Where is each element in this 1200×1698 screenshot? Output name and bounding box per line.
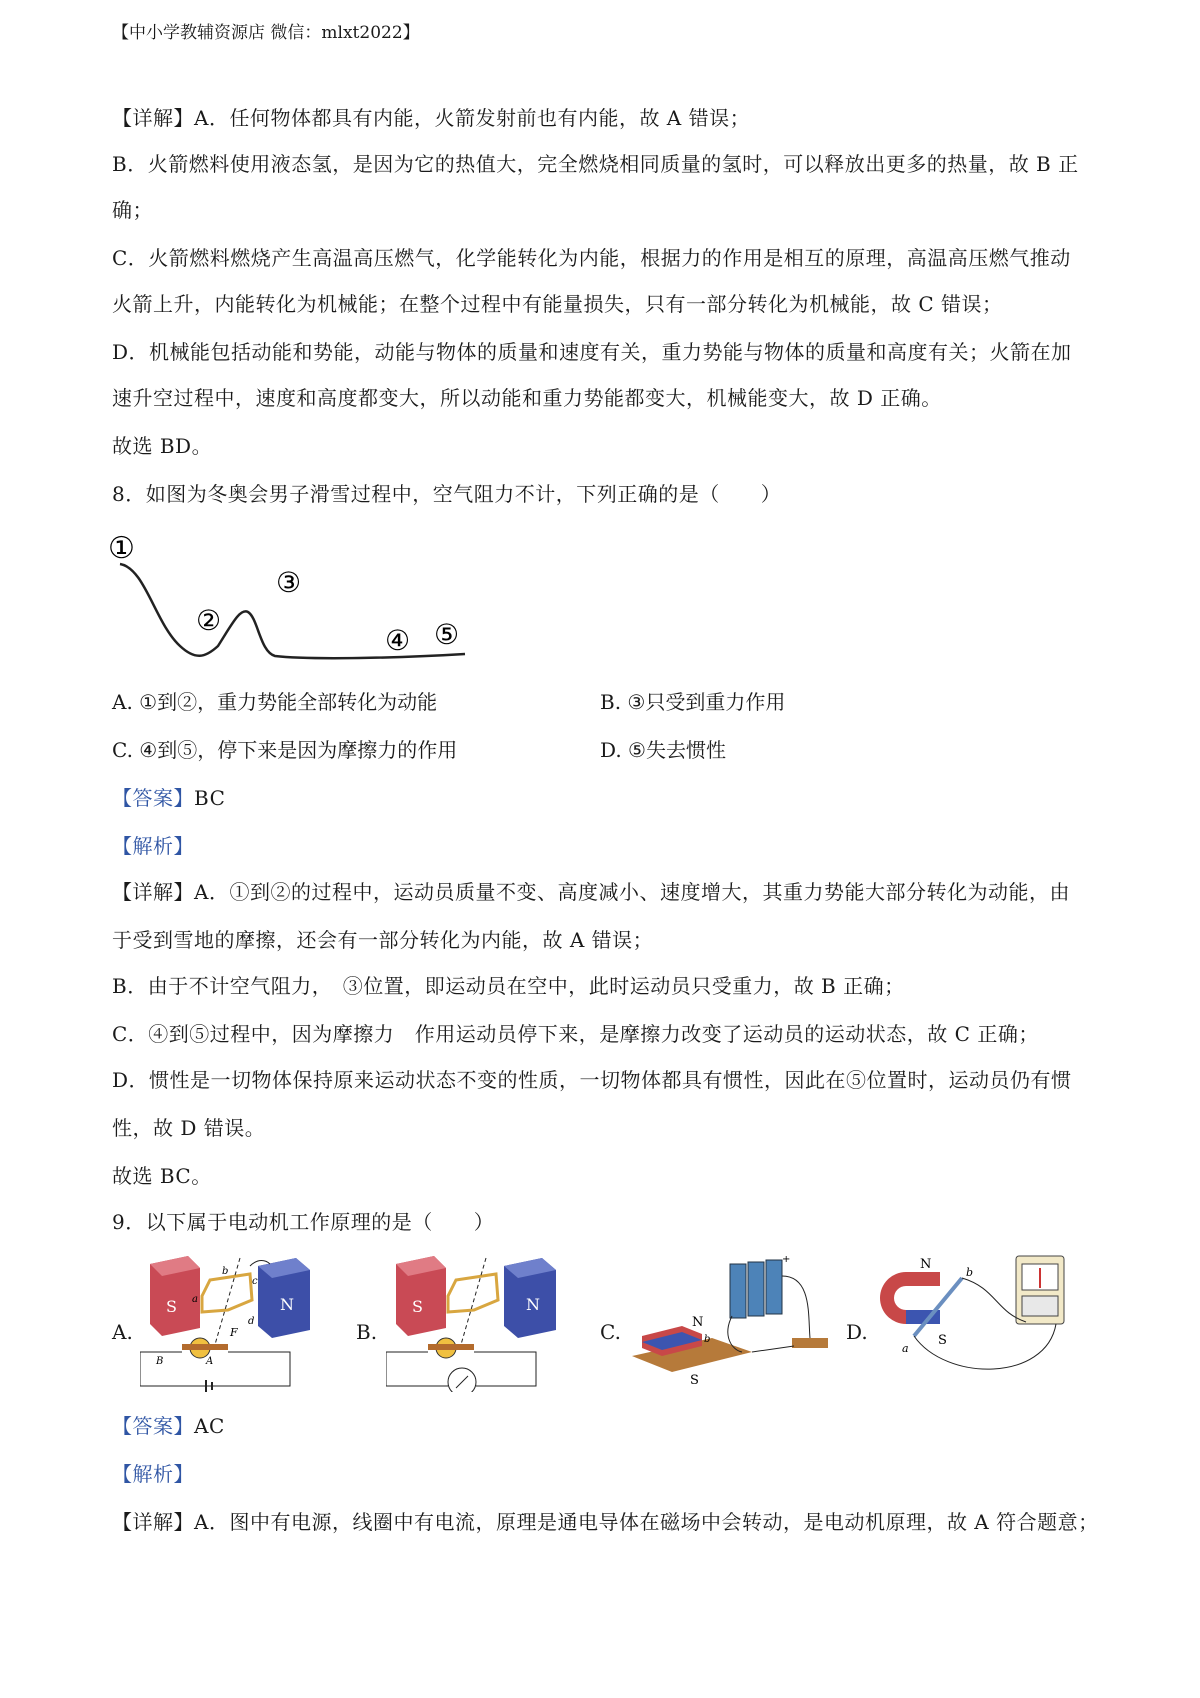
q7-detail-b-line2: 确；	[112, 198, 153, 222]
q8-option-b[interactable]: B. ③只受到重力作用	[600, 690, 786, 714]
d-s-label: S	[938, 1333, 947, 1348]
q8-analysis-tag: 【解析】	[112, 834, 194, 858]
answer-tag: 【答案】	[112, 1414, 194, 1438]
q9-option-a-label[interactable]: A.	[112, 1320, 133, 1344]
q7-detail-d-line2: 速升空过程中，速度和高度都变大，所以动能和重力势能都变大，机械能变大，故 D 正确。	[112, 386, 942, 410]
q8-detail-d-line2: 性，故 D 错误。	[112, 1116, 266, 1140]
q9-option-b-label[interactable]: B.	[356, 1320, 378, 1344]
q8-question: 8．如图为冬奥会男子滑雪过程中，空气阻力不计，下列正确的是（ ）	[112, 482, 782, 506]
label-3: ③	[276, 566, 302, 599]
label-1: ①	[108, 531, 135, 566]
brush-a-label: A	[206, 1356, 214, 1367]
q9-option-c-label[interactable]: C.	[600, 1320, 621, 1344]
q8-detail-a-line1: 【详解】A．①到②的过程中，运动员质量不变、高度减小、速度增大，其重力势能大部分转化为动能，由	[112, 880, 1070, 904]
q8-detail-a-line2: 于受到雪地的摩擦，还会有一部分转化为内能，故 A 错误；	[112, 928, 654, 952]
brush-f-label: F	[230, 1326, 238, 1339]
q9-question: 9．以下属于电动机工作原理的是（ ）	[112, 1210, 495, 1234]
q7-choice: 故选 BD。	[112, 434, 213, 458]
label-2: ②	[196, 604, 222, 637]
coil-a-label: a	[192, 1294, 198, 1305]
q9-detail-a: 【详解】A．图中有电源，线圈中有电流，原理是通电导体在磁场中会转动，是电动机原理，故 A 符合题意；	[112, 1510, 1099, 1534]
magnet-n-label: N	[526, 1295, 540, 1314]
c-n-label: N	[692, 1315, 704, 1330]
q8-detail-c: C．④到⑤过程中，因为摩擦力 作用运动员停下来，是摩擦力改变了运动员的运动状态，故 C 正确；	[112, 1022, 1039, 1046]
q9-analysis-tag: 【解析】	[112, 1462, 194, 1486]
q8-detail-b: B．由于不计空气阻力， ③位置，即运动员在空中，此时运动员只受重力，故 B 正确；	[112, 974, 905, 998]
label-5: ⑤	[434, 618, 460, 651]
answer-value: BC	[194, 786, 226, 810]
coil-b-label: b	[222, 1266, 229, 1277]
d-n-label: N	[920, 1257, 932, 1272]
q9-figure-d-induction[interactable]	[876, 1252, 1076, 1392]
coil-d-label: d	[248, 1316, 255, 1327]
c-plus-label: +	[782, 1256, 791, 1265]
page-header: 【中小学教辅资源店 微信：mlxt2022】	[112, 23, 420, 43]
q9-answer	[112, 1412, 225, 1440]
ski-slope-figure	[100, 528, 480, 668]
coil-c-label: c	[252, 1276, 258, 1287]
magnet-s-label: S	[166, 1297, 177, 1316]
c-b-label: b	[704, 1334, 711, 1345]
q7-detail-c-line2: 火箭上升，内能转化为机械能；在整个过程中有能量损失，只有一部分转化为机械能，故 C 错误；	[112, 292, 1003, 316]
q7-detail-d-line1: D．机械能包括动能和势能，动能与物体的质量和速度有关，重力势能与物体的质量和高度有关；火箭在加	[112, 340, 1072, 364]
q8-option-d[interactable]: D. ⑤失去惯性	[600, 738, 726, 762]
q7-detail-b-line1: B．火箭燃料使用液态氢，是因为它的热值大，完全燃烧相同质量的氢时，可以释放出更多的热量，故 B 正	[112, 152, 1079, 176]
c-s-label: S	[690, 1373, 699, 1386]
q8-option-c[interactable]: C. ④到⑤，停下来是因为摩擦力的作用	[112, 738, 458, 762]
q9-figure-b-generator[interactable]	[386, 1252, 586, 1392]
d-a-label: a	[902, 1342, 909, 1355]
q7-detail-c-line1: C．火箭燃料燃烧产生高温高压燃气，化学能转化为内能，根据力的作用是相互的原理，高温高压燃气推动	[112, 246, 1071, 270]
q8-detail-d-line1: D．惯性是一切物体保持原来运动状态不变的性质，一切物体都具有惯性，因此在⑤位置时，运动员仍有惯	[112, 1068, 1072, 1092]
magnet-n-label: N	[280, 1295, 294, 1314]
label-4: ④	[385, 624, 411, 657]
answer-value: AC	[194, 1414, 225, 1438]
galvanometer-icon	[448, 1368, 476, 1392]
brush-b-label: B	[156, 1356, 164, 1367]
d-b-label: b	[966, 1266, 974, 1279]
q8-option-a[interactable]: A. ①到②，重力势能全部转化为动能	[112, 690, 438, 714]
q7-detail-a: 【详解】A．任何物体都具有内能，火箭发射前也有内能，故 A 错误；	[112, 106, 751, 130]
q9-figure-a-motor[interactable]	[140, 1252, 340, 1392]
magnet-s-label: S	[412, 1297, 423, 1316]
q8-answer	[112, 784, 225, 812]
q9-option-d-label[interactable]: D.	[846, 1320, 868, 1344]
answer-tag: 【答案】	[112, 786, 194, 810]
q9-figure-c-rails[interactable]	[632, 1256, 832, 1386]
q8-choice: 故选 BC。	[112, 1164, 212, 1188]
